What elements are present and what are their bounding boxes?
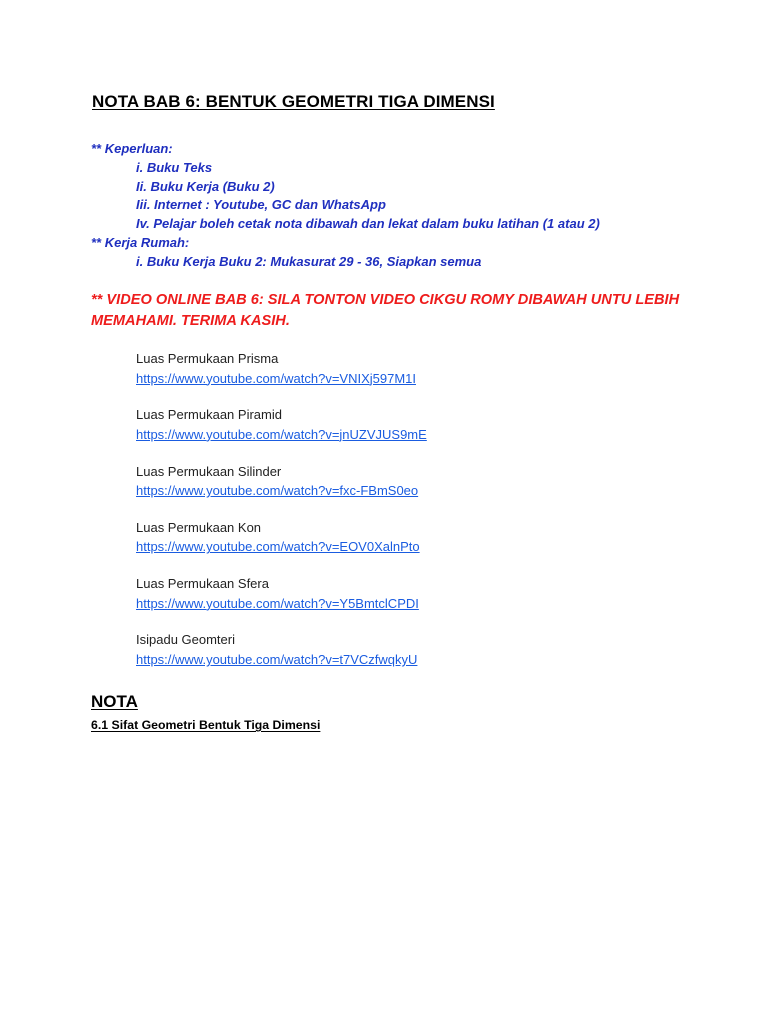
requirement-item: Ii. Buku Kerja (Buku 2) xyxy=(136,178,275,194)
video-item xyxy=(136,630,696,686)
video-item xyxy=(136,462,696,518)
requirements-block xyxy=(91,140,731,272)
video-link[interactable]: https://www.youtube.com/watch?v=fxc-FBmS0eo xyxy=(136,483,419,499)
video-item xyxy=(136,518,696,574)
document-title: NOTA BAB 6: BENTUK GEOMETRI TIGA DIMENSI xyxy=(92,92,495,111)
video-link[interactable]: https://www.youtube.com/watch?v=t7VCzfwqkyU xyxy=(136,651,418,667)
video-item xyxy=(136,349,696,405)
requirements-heading: ** Keperluan: xyxy=(91,141,173,156)
video-label: Isipadu Geomteri xyxy=(136,632,235,648)
section-heading: 6.1 Sifat Geometri Bentuk Tiga Dimensi xyxy=(91,718,321,732)
homework-item: i. Buku Kerja Buku 2: Mukasurat 29 - 36, Siapkan semua xyxy=(136,253,482,269)
requirement-item: Iv. Pelajar boleh cetak nota dibawah dan lekat dalam buku latihan (1 atau 2) xyxy=(136,216,600,232)
video-label: Luas Permukaan Piramid xyxy=(136,407,282,423)
video-label: Luas Permukaan Sfera xyxy=(136,576,269,592)
video-item xyxy=(136,405,696,461)
requirement-item: i. Buku Teks xyxy=(136,159,213,175)
video-item xyxy=(136,574,696,630)
video-link[interactable]: https://www.youtube.com/watch?v=VNIXj597M1I xyxy=(136,370,416,386)
video-link[interactable]: https://www.youtube.com/watch?v=jnUZVJUS9mE xyxy=(136,426,427,442)
video-label: Luas Permukaan Prisma xyxy=(136,351,279,366)
video-link[interactable]: https://www.youtube.com/watch?v=Y5BmtclCPDI xyxy=(136,595,419,611)
homework-heading: ** Kerja Rumah: xyxy=(91,234,190,250)
nota-heading: NOTA xyxy=(91,692,138,711)
video-link[interactable]: https://www.youtube.com/watch?v=EOV0XalnPto xyxy=(136,539,420,555)
video-list xyxy=(136,349,696,687)
video-label: Luas Permukaan Silinder xyxy=(136,463,282,479)
requirement-item: Iii. Internet : Youtube, GC dan WhatsApp xyxy=(136,197,386,213)
video-note: ** VIDEO ONLINE BAB 6: SILA TONTON VIDEO CIKGU ROMY DIBAWAH UNTU LEBIH MEMAHAMI. TERIMA KASIH. xyxy=(91,292,680,329)
video-label: Luas Permukaan Kon xyxy=(136,519,262,535)
